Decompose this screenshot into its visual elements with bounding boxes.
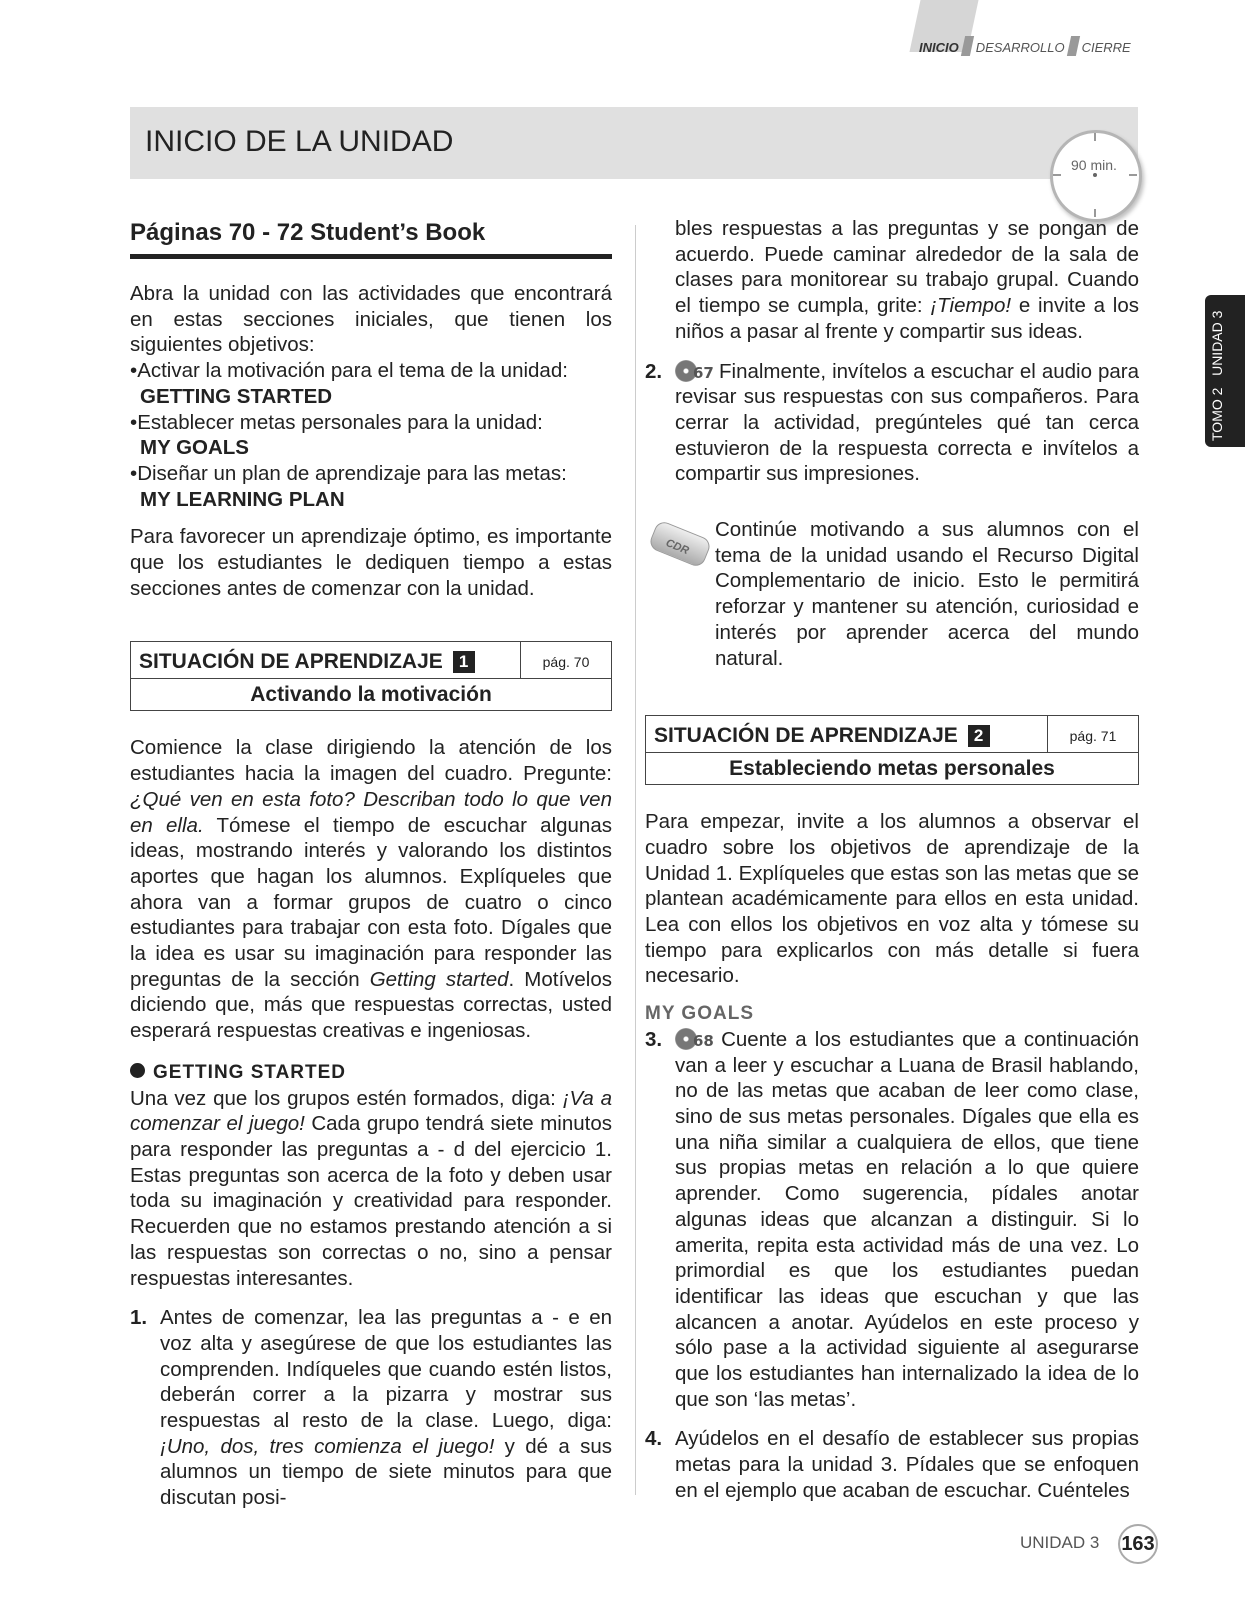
section-header — [130, 107, 1138, 179]
column-divider — [635, 225, 636, 1495]
pages-title: Páginas 70 - 72 Student’s Book — [130, 216, 612, 259]
learning-situation-subtitle: Estableciendo metas personales — [729, 757, 1055, 781]
learning-situation-label: SITUACIÓN DE APRENDIZAJE 2 — [646, 716, 1048, 752]
nav-desarrollo: DESARROLLO — [975, 40, 1065, 55]
clock-center — [1093, 173, 1097, 177]
audio-cd-icon: 67 — [675, 360, 713, 382]
left-column — [130, 216, 612, 1511]
page-reference: pág. 70 — [542, 654, 590, 671]
objective-item: •Establecer metas personales para la unidad: — [130, 410, 543, 434]
objective-goal: MY GOALS — [140, 436, 249, 460]
duration-label: 90 min. — [1071, 157, 1117, 173]
situation-number: 1 — [453, 651, 475, 673]
usb-drive-icon: CDR — [645, 517, 715, 577]
numbered-item: 3. 68 Cuente a los estudiantes que a continuación van a leer y escuchar a Luana de Brasil hablando, no de las metas que acaban de leer como clase, sino de sus metas personales. Dígales que ella es una niña similar a cualquiera de ellos, que tiene sus propias metas en relación a lo que quiere aprender. Como sugerencia, pídales anotar algunas ideas que alcanzan a distinguir. Si lo amerita, repita esta actividad más de una vez. Lo primordial es que los estudiantes puedan identificar las ideas que escuchan y que las alcancen a anotar. Ayúdelos en este proceso y sólo pase a la actividad siguiente al asegurarse que los estudiantes han internalizado la idea de lo que son ‘las metas’. — [645, 1027, 1139, 1411]
learning-situation-box — [645, 715, 1139, 785]
numbered-item: 1. Antes de comenzar, lea las preguntas a - e en voz alta y asegúrese de que los estudiantes las comprenden. Indíqueles que cuando estén listos, deberán correr a la pizarra y mostrar sus respuestas al resto de la clase. Luego, diga: ¡Uno, dos, tres comienza el juego! y dé a sus alumnos un tiempo de siete minutos para que discutan posi- — [130, 1306, 613, 1510]
numbered-item: 4. Ayúdelos en el desafío de establecer sus propias metas para la unidad 3. Pídales que se enfoquen en el ejemplo que acaban de escuchar. Cuénteles — [645, 1427, 1139, 1502]
nav-inicio: INICIO — [919, 40, 959, 55]
stage-nav — [915, 0, 1215, 55]
digital-resource-text: Continúe motivando a sus alumnos con el tema de la unidad usando el Recurso Digital Complementario de inicio. Esto le permitirá reforzar y mantener su atención, curiosidad e interés por aprender acerca del mundo natural. — [715, 518, 1139, 670]
learning-situation-box — [130, 641, 612, 711]
clock-tick — [1094, 133, 1096, 141]
right-column — [645, 216, 1139, 1504]
objective-item: •Activar la motivación para el tema de la unidad: — [130, 359, 568, 383]
paragraph: bles respuestas a las preguntas y se pongan de acuerdo. Puede caminar alrededor de la sala de clases para monitorear su trabajo grupal. Cuando el tiempo se cumpla, grite: ¡Tiempo! e invite a los niños a pasar al frente y compartir sus ideas. — [675, 217, 1139, 343]
bullet-dot-icon — [130, 1063, 145, 1078]
clock-tick — [1129, 174, 1137, 176]
volume-unit-tab — [1205, 295, 1245, 447]
page-number: 163 — [1118, 1524, 1158, 1564]
paragraph: Para empezar, invite a los alumnos a observar el cuadro sobre los objetivos de aprendizaje de la Unidad 1. Explíqueles que estas son las metas que se plantean académicamente para ellos en esta unidad. Lea con ellos los objetivos en voz alta y tómese su tiempo para explicarlos con más detalle si fuera necesario. — [645, 810, 1139, 988]
section-heading: GETTING STARTED — [130, 1060, 612, 1086]
objective-goal: MY LEARNING PLAN — [140, 487, 345, 511]
clock-tick — [1053, 174, 1061, 176]
paragraph: Para favorecer un aprendizaje óptimo, es importante que los estudiantes le dediquen tiempo a estas secciones antes de comenzar con la unidad. — [130, 525, 612, 600]
learning-situation-subtitle: Activando la motivación — [250, 683, 492, 707]
clock-icon — [1050, 130, 1142, 222]
section-heading: MY GOALS — [645, 1003, 754, 1025]
situation-number: 2 — [968, 725, 990, 747]
volume-unit-label: TOMO 2 UNIDAD 3 — [1209, 310, 1225, 441]
objective-item: •Diseñar un plan de aprendizaje para las metas: — [130, 461, 567, 485]
learning-situation-label: SITUACIÓN DE APRENDIZAJE 1 — [131, 642, 521, 678]
section-title: INICIO DE LA UNIDAD — [145, 125, 454, 158]
digital-resource-note — [645, 517, 1139, 671]
page-reference: pág. 71 — [1069, 728, 1117, 745]
nav-cierre: CIERRE — [1081, 40, 1131, 55]
footer-unit: UNIDAD 3 — [1020, 1533, 1100, 1552]
intro-paragraph: Abra la unidad con las actividades que encontrará en estas secciones iniciales, que tienen los siguientes objetivos: — [130, 282, 612, 357]
audio-cd-icon: 68 — [675, 1028, 713, 1050]
paragraph: Comience la clase dirigiendo la atención de los estudiantes hacia la imagen del cuadro. Pregunte: ¿Qué ven en esta foto? Describan todo lo que ven en ella. Tómese el tiempo de escuchar algunas ideas, mostrando interés y valorando los distintos aportes que hagan los alumnos. Explíqueles que ahora van a formar grupos de cuatro o cinco estudiantes para trabajar con esta foto. Dígales que la idea es usar su imaginación para responder las preguntas de la sección Getting started. Motívelos diciendo que, más que respuestas correctas, usted esperará respuestas creativas e ingeniosas. — [130, 736, 612, 1043]
paragraph: Una vez que los grupos estén formados, diga: ¡Va a comenzar el juego! Cada grupo tendrá siete minutos para responder las preguntas a - d del ejercicio 1. Estas preguntas son acerca de la foto y deben usar toda su imaginación y creatividad para responder. Recuerden que no estamos prestando atención a si las respuestas son correctas o no, sino a pensar respuestas interesantes. — [130, 1086, 612, 1290]
numbered-item: 2. 67 Finalmente, invítelos a escuchar el audio para revisar sus respuestas con sus compañeros. Para cerrar la actividad, pregúnteles qué tan cerca estuvieron de la respuesta correcta e invítelos a compartir sus impresiones. — [645, 359, 1139, 486]
objective-goal: GETTING STARTED — [140, 384, 333, 408]
